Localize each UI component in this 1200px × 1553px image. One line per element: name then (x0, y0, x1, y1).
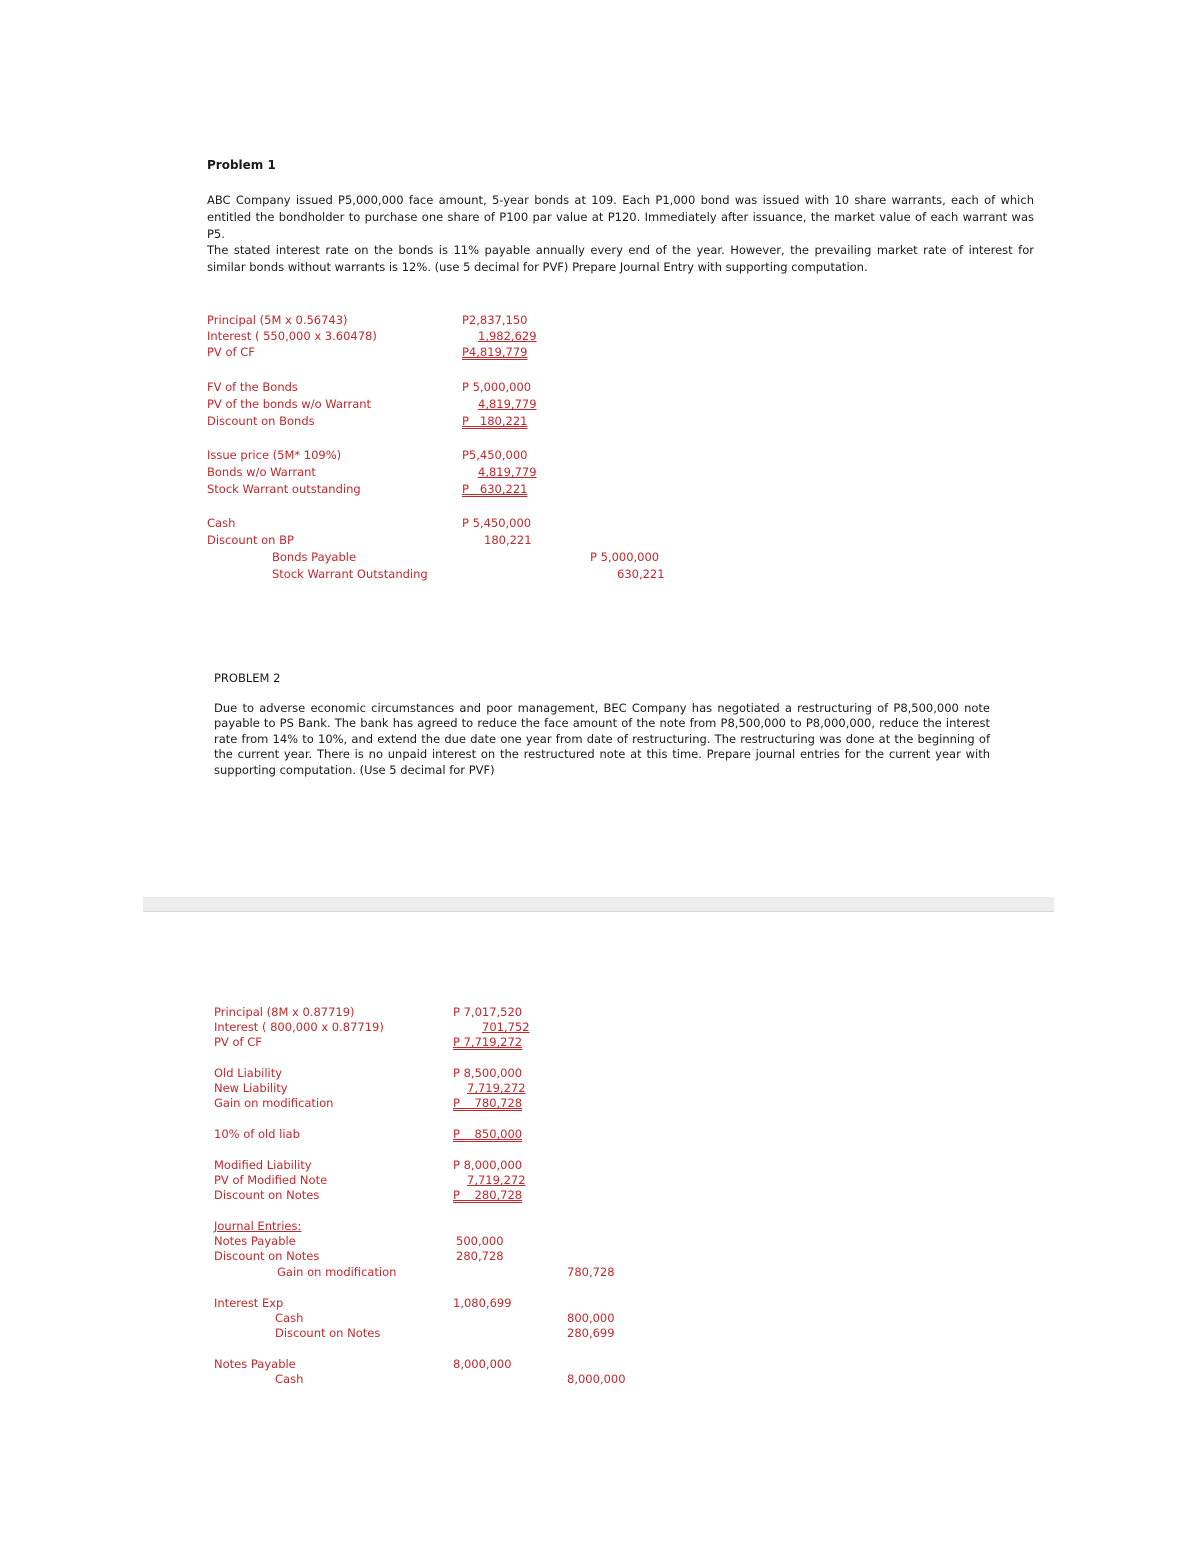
p2-pv-total-label: PV of CF (214, 1035, 262, 1049)
p2-je2-disc-label: Discount on Notes (275, 1326, 381, 1340)
p2-je2-cash-value: 800,000 (567, 1311, 615, 1325)
p2-je2-disc-value: 280,699 (567, 1326, 615, 1340)
p2-test-value: P 850,000 (453, 1127, 523, 1141)
problem2-title: PROBLEM 2 (214, 671, 281, 685)
p1-pv-total-value: P4,819,779 (462, 345, 528, 359)
p2-pv-note-value: 7,719,272 (467, 1173, 526, 1187)
p2-disc-value: P 280,728 (453, 1188, 523, 1202)
p1-interest-value: 1,982,629 (478, 329, 537, 343)
p2-je1-disc-label: Discount on Notes (214, 1249, 320, 1263)
problem1-title: Problem 1 (207, 158, 276, 172)
p1-discount-value: P 180,221 (462, 414, 528, 428)
problem2-statement (214, 701, 990, 778)
p2-je1-disc-value: 280,728 (456, 1249, 504, 1263)
p2-test-label: 10% of old liab (214, 1127, 300, 1141)
problem1-paragraph2: The stated interest rate on the bonds is 11% payable annually every end of the year. However, the prevailing market rate of interest for similar bonds without warrants is 12%. (use 5 decimal for PVF) Prepare Journal Entry with supporting computation. (207, 243, 1034, 275)
p1-fv-label: FV of the Bonds (207, 380, 298, 394)
p2-interest-label: Interest ( 800,000 x 0.87719) (214, 1020, 384, 1034)
p2-interest-value: 701,752 (482, 1020, 530, 1034)
p2-principal-value: P 7,017,520 (453, 1005, 523, 1019)
p1-pv-bonds-label: PV of the bonds w/o Warrant (207, 397, 372, 411)
page-divider (143, 897, 1054, 912)
p1-pv-total-label: PV of CF (207, 345, 255, 359)
p1-je-disc-label: Discount on BP (207, 533, 294, 547)
p1-principal-label: Principal (5M x 0.56743) (207, 313, 348, 327)
p1-interest-label: Interest ( 550,000 x 3.60478) (207, 329, 377, 343)
p1-bonds-wo-label: Bonds w/o Warrant (207, 465, 316, 479)
p2-new-value: 7,719,272 (467, 1081, 526, 1095)
p1-je-bp-value: P 5,000,000 (590, 550, 660, 564)
p2-je3-cash-label: Cash (275, 1372, 304, 1386)
p1-je-bp-label: Bonds Payable (272, 550, 357, 564)
p2-mod-label: Modified Liability (214, 1158, 312, 1172)
p1-warrant-value: P 630,221 (462, 482, 528, 496)
p1-je-cash-label: Cash (207, 516, 236, 530)
p2-je1-gain-value: 780,728 (567, 1265, 615, 1279)
p2-je3-np-value: 8,000,000 (453, 1357, 512, 1371)
problem1-statement (207, 192, 1034, 276)
p2-je1-gain-label: Gain on modification (277, 1265, 397, 1279)
p1-issue-label: Issue price (5M* 109%) (207, 448, 342, 462)
p2-je1-np-value: 500,000 (456, 1234, 504, 1248)
p2-old-label: Old Liability (214, 1066, 283, 1080)
p2-je1-np-label: Notes Payable (214, 1234, 296, 1248)
p2-je2-cash-label: Cash (275, 1311, 304, 1325)
p1-je-swo-label: Stock Warrant Outstanding (272, 567, 428, 581)
p1-pv-bonds-value: 4,819,779 (478, 397, 537, 411)
p2-mod-value: P 8,000,000 (453, 1158, 523, 1172)
p2-pv-note-label: PV of Modified Note (214, 1173, 328, 1187)
p2-gain-value: P 780,728 (453, 1096, 523, 1110)
p2-new-label: New Liability (214, 1081, 288, 1095)
p2-principal-label: Principal (8M x 0.87719) (214, 1005, 355, 1019)
p1-principal-value: P2,837,150 (462, 313, 528, 327)
p2-disc-label: Discount on Notes (214, 1188, 320, 1202)
p1-je-swo-value: 630,221 (617, 567, 665, 581)
p1-warrant-label: Stock Warrant outstanding (207, 482, 361, 496)
p2-pv-total-value: P 7,719,272 (453, 1035, 523, 1049)
p1-je-disc-value: 180,221 (484, 533, 532, 547)
p2-je2-int-label: Interest Exp (214, 1296, 284, 1310)
p2-old-value: P 8,500,000 (453, 1066, 523, 1080)
problem1-paragraph1: ABC Company issued P5,000,000 face amount, 5-year bonds at 109. Each P1,000 bond was issued with 10 share warrants, each of which entitled the bondholder to purchase one share of P100 par value at P120. Immediately after issuance, the market value of each warrant was P5. (207, 193, 1034, 241)
p1-je-cash-value: P 5,450,000 (462, 516, 532, 530)
p1-issue-value: P5,450,000 (462, 448, 528, 462)
p1-fv-value: P 5,000,000 (462, 380, 532, 394)
problem2-paragraph: Due to adverse economic circumstances and poor management, BEC Company has negotiated a restructuring of P8,500,000 note payable to PS Bank. The bank has agreed to reduce the face amount of the note from P8,500,000 to P8,000,000, reduce the interest rate from 14% to 10%, and extend the due date one year from date of restructuring. The restructuring was done at the beginning of the current year. There is no unpaid interest on the restructured note at this time. Prepare journal entries for the current year with supporting computation. (Use 5 decimal for PVF) (214, 701, 990, 777)
p2-je3-np-label: Notes Payable (214, 1357, 296, 1371)
p2-gain-label: Gain on modification (214, 1096, 334, 1110)
p2-je2-int-value: 1,080,699 (453, 1296, 512, 1310)
p1-discount-label: Discount on Bonds (207, 414, 315, 428)
p2-je3-cash-value: 8,000,000 (567, 1372, 626, 1386)
p2-je-heading: Journal Entries: (214, 1219, 302, 1233)
p1-bonds-wo-value: 4,819,779 (478, 465, 537, 479)
